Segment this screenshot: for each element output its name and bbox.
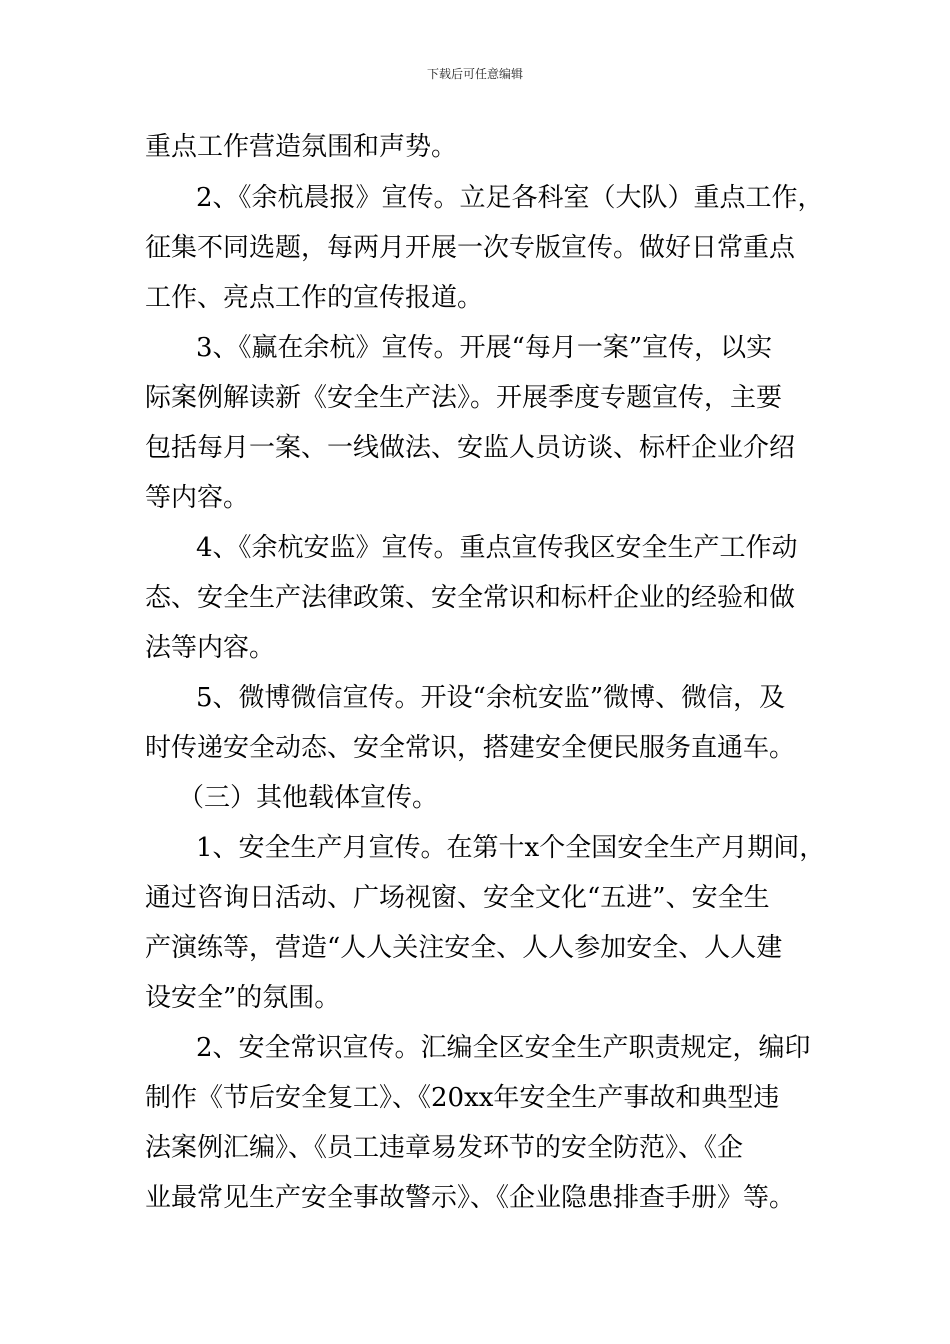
text-line: 通过咨询日活动、广场视窗、安全文化“五进”、安全生 [145,883,770,913]
text-line: 时传递安全动态、安全常识，搭建安全便民服务直通车。 [145,733,796,763]
paragraph-item-1-line: 1、安全生产月宣传。在第十x个全国安全生产月期间， [196,833,826,863]
paragraph-item-2b-line: 2、安全常识宣传。汇编全区安全生产职责规定，编印 [196,1033,811,1063]
text-line: 法等内容。 [145,633,276,663]
paragraph-item-4-line: 4、《余杭安监》宣传。重点宣传我区安全生产工作动 [196,533,798,563]
text-line: 等内容。 [145,483,250,513]
text-line: 法案例汇编》、《员工违章易发环节的安全防范》、《企 [145,1133,744,1163]
page-header: 下载后可任意编辑 [426,67,523,81]
text-line: 制作《节后安全复工》、《20xx年安全生产事故和典型违 [145,1083,780,1113]
text-line: 产演练等，营造“人人关注安全、人人参加安全、人人建 [145,933,783,963]
text-line: 包括每月一案、一线做法、安监人员访谈、标杆企业介绍 [145,433,796,463]
text-line: 业最常见生产安全事故警示》、《企业隐患排查手册》等。 [145,1183,796,1213]
text-line: 重点工作营造氛围和声势。 [145,132,458,162]
paragraph-item-5-line: 5、微博微信宣传。开设“余杭安监”微博、微信，及 [196,683,786,713]
text-line: 态、安全生产法律政策、安全常识和标杆企业的经验和做 [145,583,796,613]
text-line: 际案例解读新《安全生产法》。开展季度专题宣传，主要 [145,383,783,413]
text-line: 设安全”的氛围。 [145,983,341,1013]
section-heading: （三）其他载体宣传。 [178,783,439,813]
text-line: 工作、亮点工作的宣传报道。 [145,283,484,313]
text-line: 征集不同选题，每两月开展一次专版宣传。做好日常重点 [145,233,796,263]
paragraph-item-2-line: 2、《余杭晨报》宣传。立足各科室（大队）重点工作， [196,183,824,213]
paragraph-item-3-line: 3、《赢在余杭》宣传。开展“每月一案”宣传，以实 [196,333,773,363]
